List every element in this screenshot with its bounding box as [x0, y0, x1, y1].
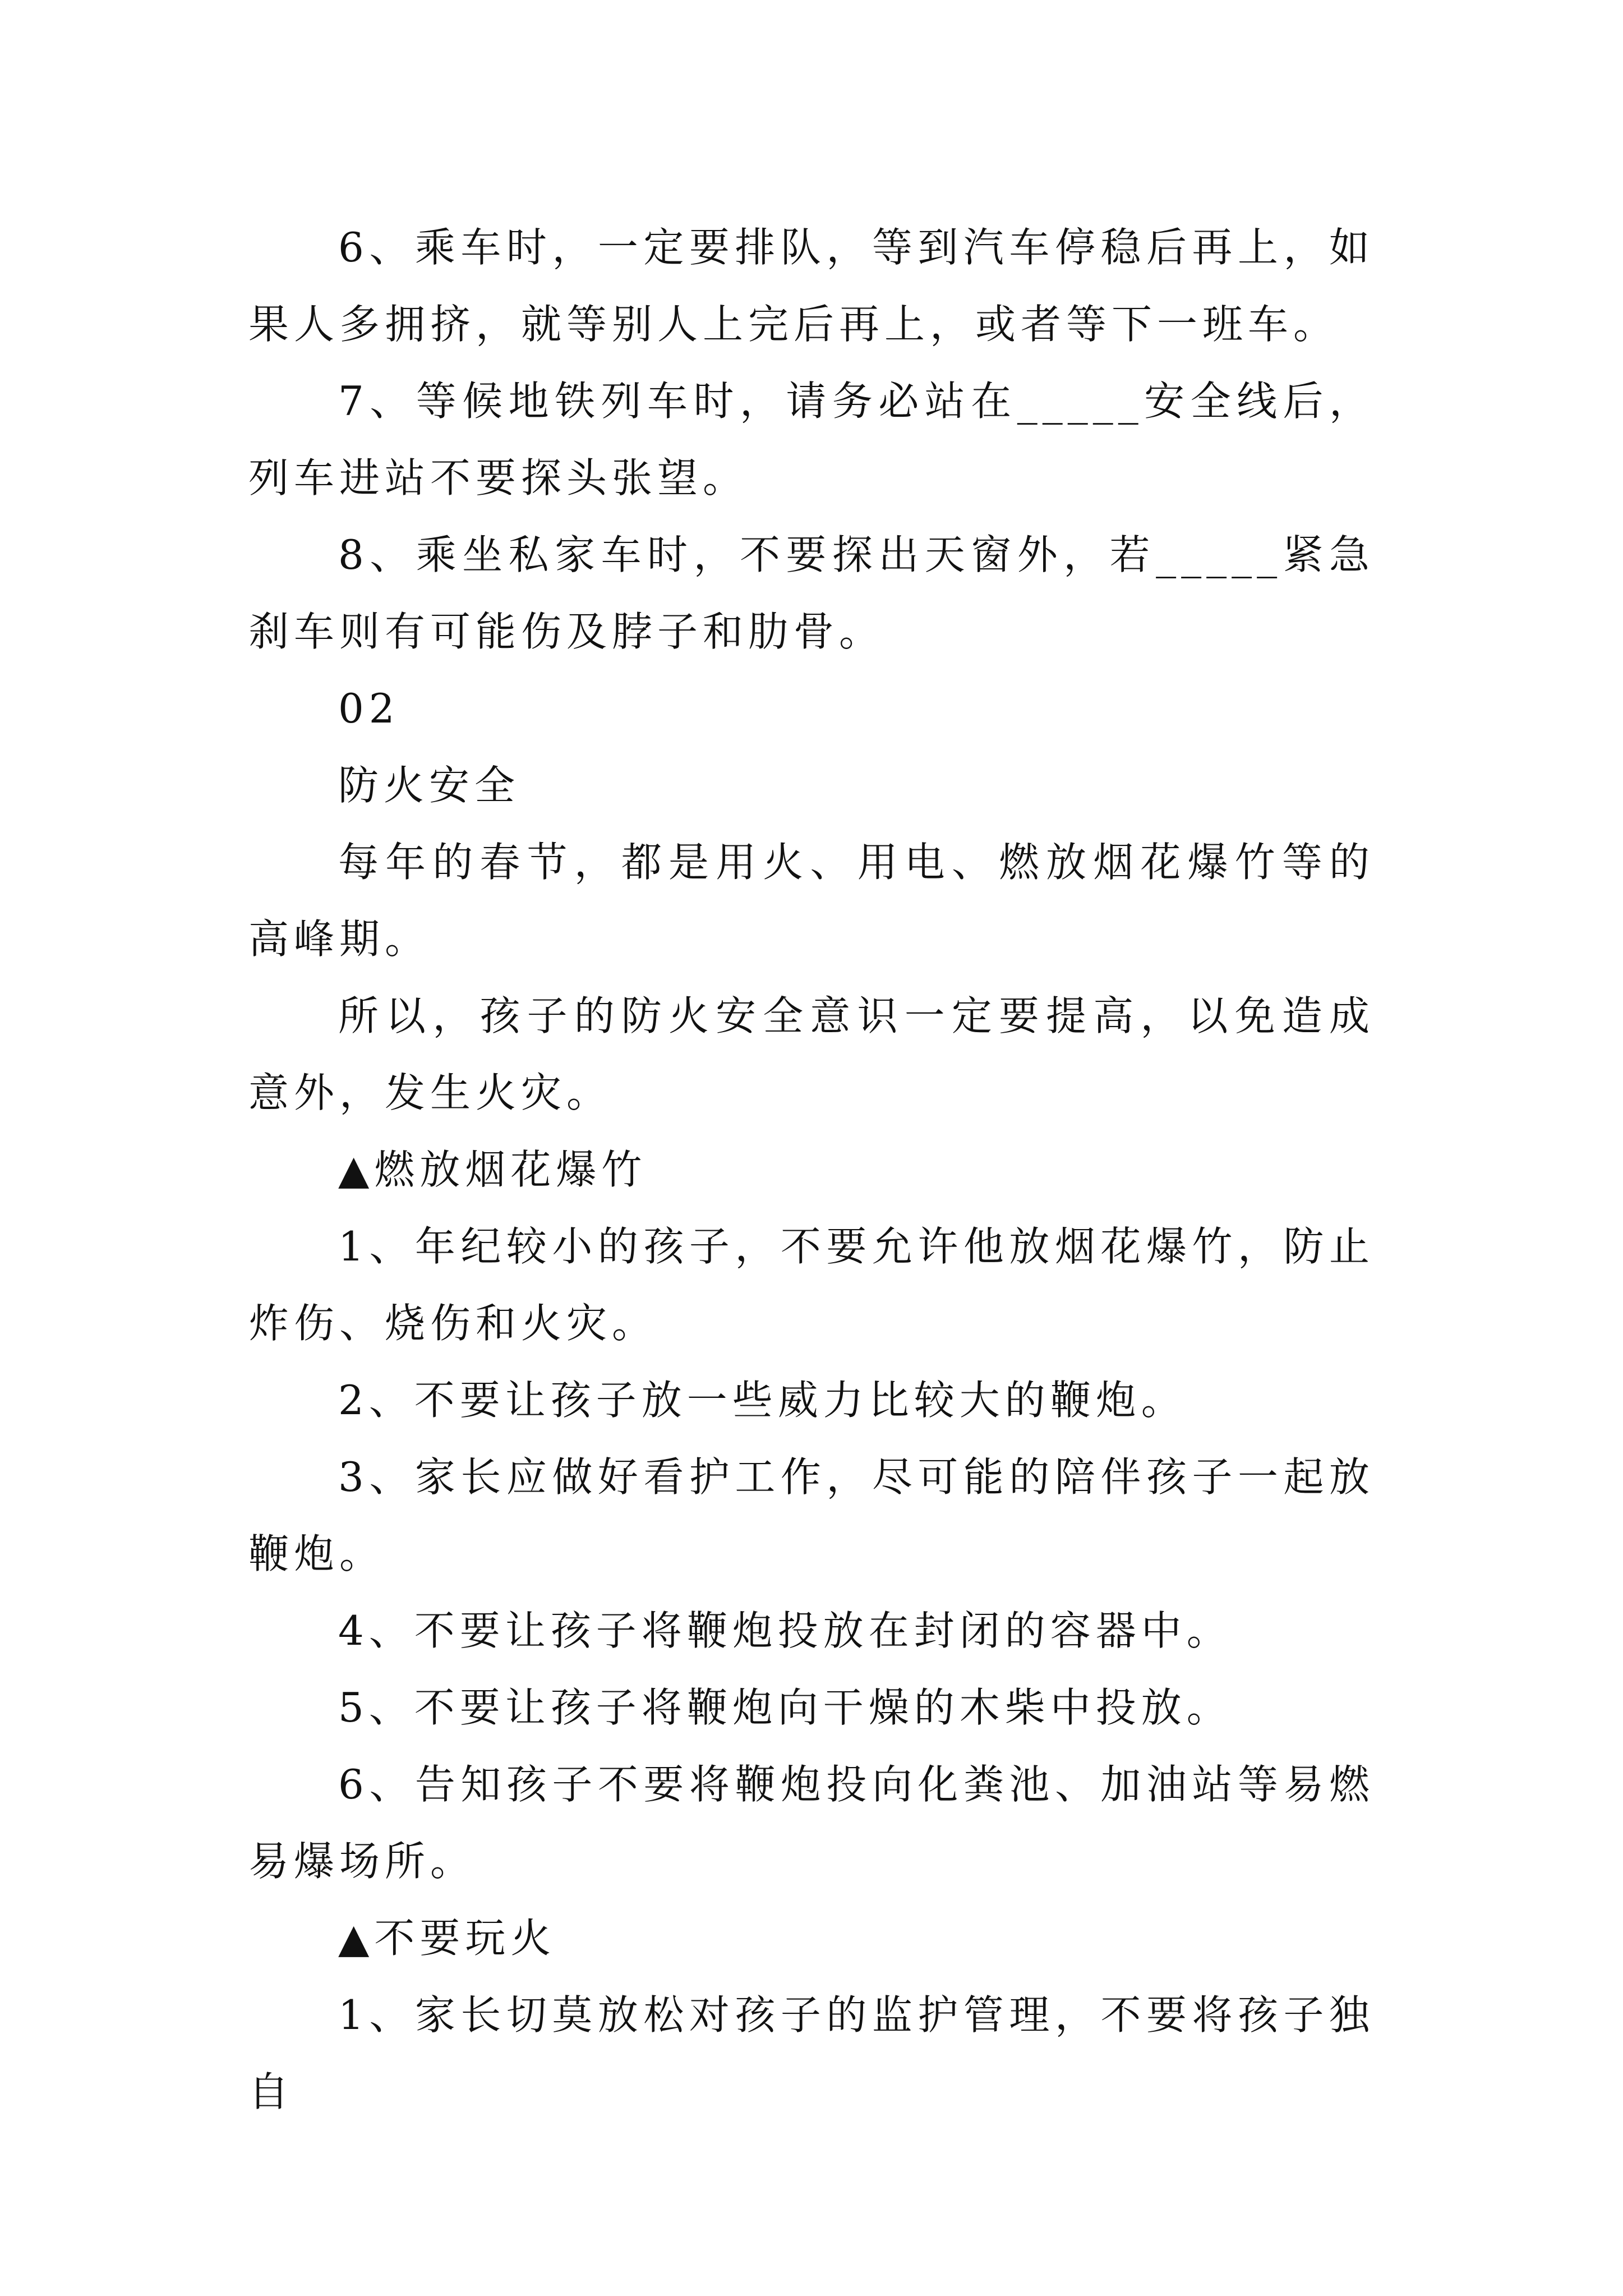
section-number: 02 [338, 685, 400, 732]
paragraph-private-car-sunroof: 8、乘坐私家车时，不要探出天窗外，若_____紧急刹车则有可能伤及脖子和肋骨。 [248, 531, 1375, 655]
paragraph-subway-safety-line: 7、等候地铁列车时，请务必站在_____安全线后，列车进站不要探头张望。 [248, 378, 1375, 501]
paragraph-spring-festival-peak: 每年的春节，都是用火、用电、燃放烟花爆竹等的高峰期。 [248, 839, 1375, 963]
subheading-no-playing-with-fire: ▲不要玩火 [338, 1915, 556, 1962]
list-item: 3、家长应做好看护工作，尽可能的陪伴孩子一起放鞭炮。 [248, 1453, 1375, 1577]
list-item: 6、告知孩子不要将鞭炮投向化粪池、加油站等易燃易爆场所。 [248, 1761, 1375, 1885]
section-title: 防火安全 [338, 762, 520, 809]
paragraph-bus-queue: 6、乘车时，一定要排队，等到汽车停稳后再上，如果人多拥挤，就等别人上完后再上，或者等下一班车。 [248, 224, 1375, 348]
list-item: 1、家长切莫放松对孩子的监护管理，不要将孩子独自 [248, 1991, 1375, 2115]
paragraph-fire-awareness: 所以，孩子的防火安全意识一定要提高，以免造成意外，发生火灾。 [248, 992, 1375, 1116]
list-item: 5、不要让孩子将鞭炮向干燥的木柴中投放。 [338, 1684, 1232, 1731]
list-item: 4、不要让孩子将鞭炮投放在封闭的容器中。 [338, 1607, 1232, 1654]
subheading-fireworks: ▲燃放烟花爆竹 [338, 1146, 647, 1193]
document-body [248, 209, 1375, 2131]
list-item: 2、不要让孩子放一些威力比较大的鞭炮。 [338, 1377, 1187, 1424]
list-item: 1、年纪较小的孩子，不要允许他放烟花爆竹，防止炸伤、烧伤和火灾。 [248, 1223, 1375, 1347]
